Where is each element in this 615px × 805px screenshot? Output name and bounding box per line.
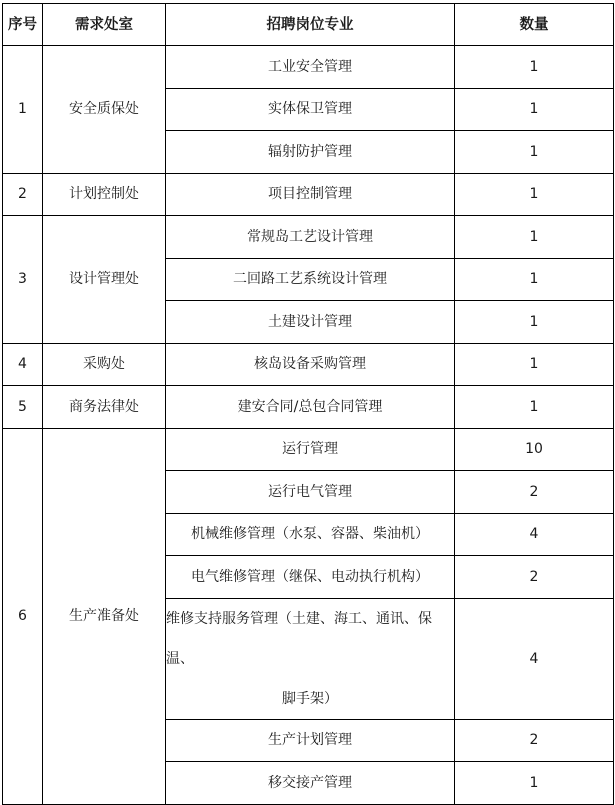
table-row (3, 386, 614, 429)
quantity-cell: 1 (455, 46, 614, 89)
department-cell: 商务法律处 (43, 386, 166, 429)
quantity-cell: 1 (455, 216, 614, 259)
table-row (3, 46, 614, 89)
quantity-cell: 1 (455, 386, 614, 429)
department-cell: 计划控制处 (43, 173, 166, 216)
position-cell: 核岛设备采购管理 (166, 343, 455, 386)
index-cell: 1 (3, 46, 43, 174)
department-cell: 采购处 (43, 343, 166, 386)
quantity-cell: 2 (455, 556, 614, 599)
position-cell: 生产计划管理 (166, 719, 455, 762)
quantity-cell: 2 (455, 719, 614, 762)
position-line-2: 脚手架） (282, 690, 338, 707)
position-cell: 二回路工艺系统设计管理 (166, 258, 455, 301)
quantity-cell: 1 (455, 173, 614, 216)
quantity-cell: 1 (455, 131, 614, 174)
quantity-cell: 1 (455, 343, 614, 386)
department-cell: 安全质保处 (43, 46, 166, 174)
quantity-cell: 1 (455, 762, 614, 805)
table-row (3, 428, 614, 471)
position-cell-wrapped (166, 598, 455, 719)
table-row (3, 343, 614, 386)
quantity-cell: 4 (455, 513, 614, 556)
index-cell: 2 (3, 173, 43, 216)
position-cell: 辐射防护管理 (166, 131, 455, 174)
table-row (3, 173, 614, 216)
header-quantity: 数量 (455, 4, 614, 46)
position-line-1: 维修支持服务管理（土建、海工、通讯、保温、 (166, 610, 432, 667)
position-cell: 土建设计管理 (166, 301, 455, 344)
header-row (3, 4, 614, 46)
position-cell: 运行电气管理 (166, 471, 455, 514)
quantity-cell: 4 (455, 598, 614, 719)
index-cell: 4 (3, 343, 43, 386)
position-cell: 运行管理 (166, 428, 455, 471)
quantity-cell: 2 (455, 471, 614, 514)
position-cell: 移交接产管理 (166, 762, 455, 805)
quantity-cell: 1 (455, 301, 614, 344)
position-cell: 机械维修管理（水泵、容器、柴油机） (166, 513, 455, 556)
index-cell: 5 (3, 386, 43, 429)
header-department: 需求处室 (43, 4, 166, 46)
quantity-cell: 1 (455, 258, 614, 301)
department-cell: 设计管理处 (43, 216, 166, 344)
header-position: 招聘岗位专业 (166, 4, 455, 46)
quantity-cell: 10 (455, 428, 614, 471)
position-cell: 工业安全管理 (166, 46, 455, 89)
position-cell: 实体保卫管理 (166, 88, 455, 131)
position-cell: 电气维修管理（继保、电动执行机构） (166, 556, 455, 599)
index-cell: 3 (3, 216, 43, 344)
position-cell: 常规岛工艺设计管理 (166, 216, 455, 259)
position-cell: 项目控制管理 (166, 173, 455, 216)
department-cell: 生产准备处 (43, 428, 166, 804)
table-row (3, 216, 614, 259)
header-index: 序号 (3, 4, 43, 46)
recruitment-table (2, 3, 614, 805)
position-cell: 建安合同/总包合同管理 (166, 386, 455, 429)
index-cell: 6 (3, 428, 43, 804)
quantity-cell: 1 (455, 88, 614, 131)
